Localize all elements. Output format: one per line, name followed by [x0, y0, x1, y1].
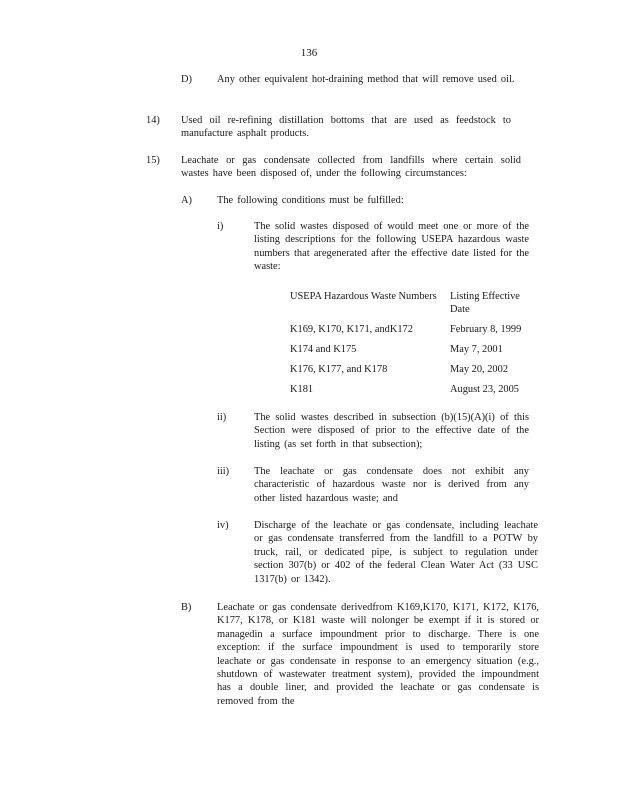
waste-table: [290, 290, 540, 403]
item-d-label: D): [181, 74, 192, 85]
table-cell-numbers: K176, K177, and K178: [290, 363, 388, 375]
table-header-date: Listing Effective Date: [450, 291, 520, 316]
table-row: [290, 383, 540, 403]
table-cell-date: February 8, 1999: [450, 323, 522, 335]
item-15a-iv-text: Discharge of the leachate or gas condensate, including leachate or gas condensate transferred from the landfill to a POTW by truck, rail, or dedicated pipe, is subject to regulation under section 307(b) or 402 of the federal Clean Water Act (33 USC 1317(b) or 1342).: [254, 520, 538, 585]
table-header-numbers: USEPA Hazardous Waste Numbers: [290, 291, 437, 302]
item-15a-iv-label: iv): [217, 520, 229, 531]
item-15a-label: A): [181, 195, 192, 206]
item-15a-iii-label: iii): [217, 466, 230, 477]
item-15a-text: The following conditions must be fulfilled:: [217, 195, 404, 206]
item-14-label: 14): [146, 115, 160, 126]
table-cell-numbers: K169, K170, K171, andK172: [290, 323, 413, 335]
table-row: [290, 363, 540, 383]
table-row: [290, 323, 540, 343]
item-15-text: Leachate or gas condensate collected from landfills where certain solid wastes have been disposed of, under the following circumstances:: [181, 155, 521, 180]
item-15-label: 15): [146, 155, 160, 166]
item-15b-label: B): [181, 602, 192, 613]
table-row: [290, 343, 540, 363]
table-header-row: [290, 290, 540, 323]
page-number: 136: [300, 47, 318, 59]
table-cell-date: May 20, 2002: [450, 363, 509, 375]
item-d-text: Any other equivalent hot-draining method that will remove used oil.: [217, 74, 515, 85]
item-15a-ii-text: The solid wastes described in subsection (b)(15)(A)(i) of this Section were disposed of prior to the effective date of the listing (as set forth in that subsection);: [254, 412, 529, 450]
item-14-text: Used oil re-refining distillation bottoms that are used as feedstock to manufacture asphalt products.: [181, 115, 511, 140]
item-15a-i-label: i): [217, 221, 224, 232]
table-cell-date: August 23, 2005: [450, 383, 519, 395]
table-cell-date: May 7, 2001: [450, 343, 503, 355]
item-15a-i-text: The solid wastes disposed of would meet one or more of the listing descriptions for the following USEPA hazardous waste numbers that aregenerated after the effective date listed for the waste:: [254, 221, 529, 273]
table-cell-numbers: K181: [290, 383, 314, 395]
item-15a-iii-text: The leachate or gas condensate does not exhibit any characteristic of hazardous waste nor is derived from any other listed hazardous waste; and: [254, 466, 529, 504]
table-cell-numbers: K174 and K175: [290, 343, 357, 355]
item-15a-ii-label: ii): [217, 412, 227, 423]
item-15b-text: Leachate or gas condensate derivedfrom K169,K170, K171, K172, K176, K177, K178, or K181 waste will nolonger be exempt if it is stored or managedin a surface impoundment prior to discharge. There is one exception: if the surface impoundment is used to temporarily store leachate or gas condensate in response to an emergency situation (e.g., shutdown of wastewater treatment system), provided the impoundment has a double liner, and provided the leachate or gas condensate is removed from the: [217, 602, 539, 707]
